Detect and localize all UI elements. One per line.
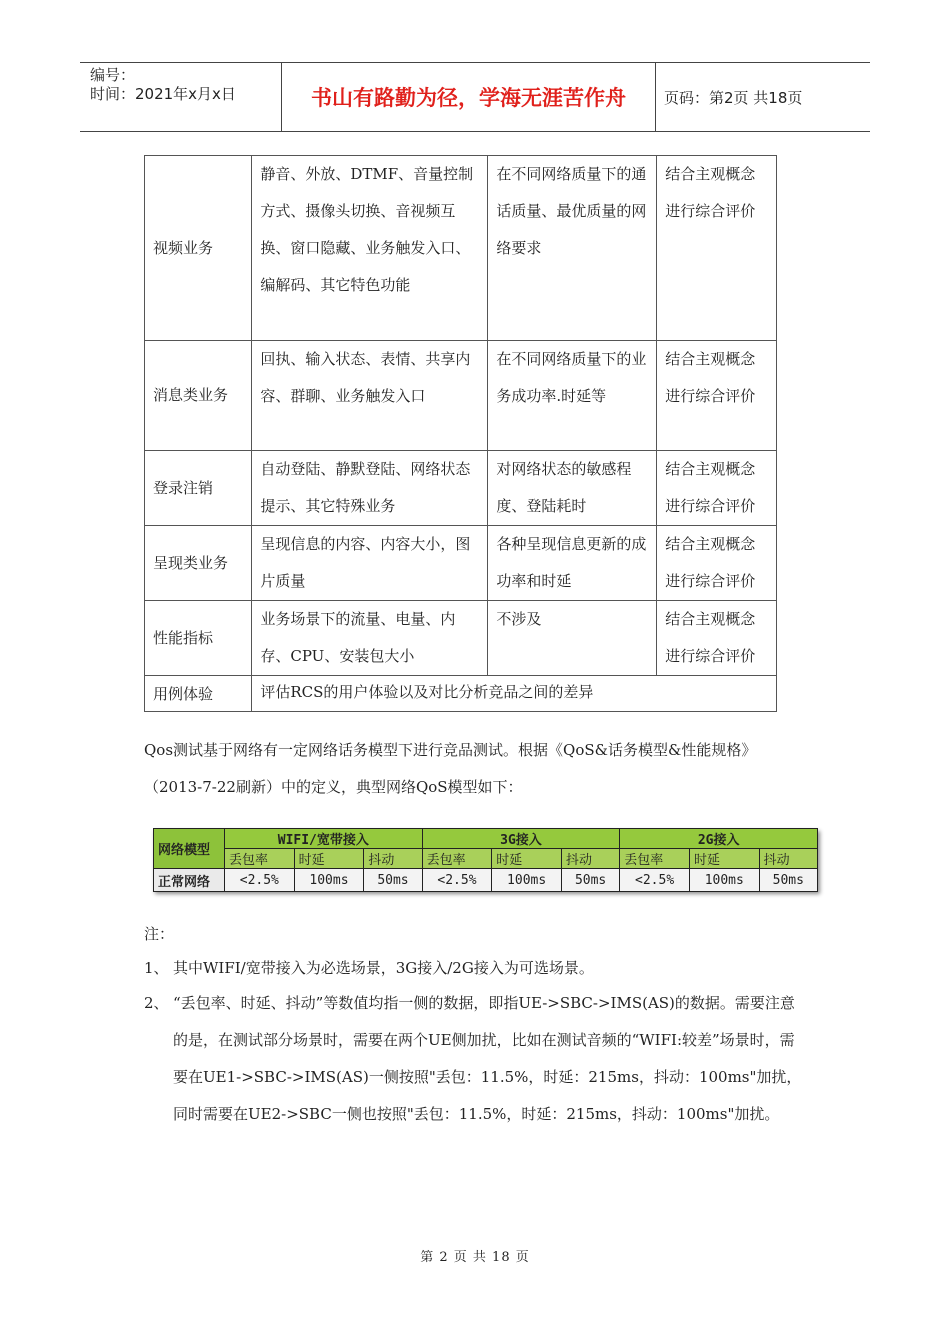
group-header: 3G接入 — [422, 829, 620, 849]
table-row — [145, 676, 777, 712]
page-footer: 第 2 页 共 18 页 — [420, 1250, 530, 1265]
evaluation-cell: 结合主观概念进行综合评价 — [657, 526, 777, 601]
page-header — [80, 62, 870, 132]
value-cell: 50ms — [364, 869, 422, 892]
criteria-cell: 对网络状态的敏感程度、登陆耗时 — [488, 451, 657, 526]
value-cell: 100ms — [689, 869, 759, 892]
category-cell: 性能指标 — [145, 601, 252, 676]
group-header: WIFI/宽带接入 — [225, 829, 423, 849]
items-cell: 静音、外放、DTMF、音量控制方式、摄像头切换、音视频互换、窗口隐藏、业务触发入口、编解码、其它特色功能 — [252, 156, 488, 341]
number-label: 编号： — [90, 66, 136, 84]
value-cell: 50ms — [759, 869, 817, 892]
sub-header: 时延 — [294, 849, 364, 869]
table-row — [145, 451, 777, 526]
category-cell: 用例体验 — [145, 676, 252, 712]
table-row — [145, 156, 777, 341]
items-cell: 呈现信息的内容、内容大小，图片质量 — [252, 526, 488, 601]
sub-header: 时延 — [689, 849, 759, 869]
criteria-cell: 不涉及 — [488, 601, 657, 676]
header-motto: 书山有路勤为径，学海无涯苦作舟 — [281, 63, 656, 131]
value-cell: 100ms — [294, 869, 364, 892]
corner-cell: 网络模型 — [154, 829, 225, 869]
table-row — [145, 601, 777, 676]
time-label: 时间：2021年x月x日 — [90, 85, 236, 103]
table-row — [145, 341, 777, 451]
header-meta — [80, 63, 280, 131]
sub-header: 丢包率 — [225, 849, 295, 869]
note-number: 2、 — [144, 994, 169, 1012]
category-cell: 呈现类业务 — [145, 526, 252, 601]
category-cell: 登录注销 — [145, 451, 252, 526]
sub-header: 抖动 — [759, 849, 817, 869]
evaluation-cell: 结合主观概念进行综合评价 — [657, 341, 777, 451]
sub-header: 抖动 — [561, 849, 619, 869]
value-cell: 50ms — [561, 869, 619, 892]
criteria-cell: 在不同网络质量下的业务成功率.时延等 — [488, 341, 657, 451]
header-page-info: 页码：第2页 共18页 — [664, 88, 803, 107]
items-cell: 自动登陆、静默登陆、网络状态提示、其它特殊业务 — [252, 451, 488, 526]
note-number: 1、 — [144, 959, 169, 977]
value-cell: 100ms — [492, 869, 562, 892]
note-text: “丢包率、时延、抖动”等数值均指一侧的数据，即指UE->SBC->IMS(AS)的数据。需要注意的是，在测试部分场景时，需要在两个UE侧加扰，比如在测试音频的“WIFI:较差”场景时，需要在UE1->SBC->IMS(AS)一侧按照"丢包：11.5%，时延：215ms，抖动：100ms"加扰，同时需要在UE2->SBC一侧也按照"丢包：11.5%，时延：215ms，抖动：100ms"加扰。 — [173, 994, 802, 1123]
table-row — [145, 526, 777, 601]
value-cell: <2.5% — [225, 869, 295, 892]
sub-header: 丢包率 — [422, 849, 492, 869]
sub-header: 时延 — [492, 849, 562, 869]
items-cell: 回执、输入状态、表情、共享内容、群聊、业务触发入口 — [252, 341, 488, 451]
value-cell: <2.5% — [422, 869, 492, 892]
sub-header: 丢包率 — [620, 849, 690, 869]
evaluation-cell: 结合主观概念进行综合评价 — [657, 451, 777, 526]
items-cell: 业务场景下的流量、电量、内存、CPU、安装包大小 — [252, 601, 488, 676]
value-cell: <2.5% — [620, 869, 690, 892]
group-header: 2G接入 — [620, 829, 818, 849]
evaluation-cell: 结合主观概念进行综合评价 — [657, 601, 777, 676]
evaluation-cell: 结合主观概念进行综合评价 — [657, 156, 777, 341]
sub-header: 抖动 — [364, 849, 422, 869]
feature-table — [144, 155, 777, 712]
notes-title: 注： — [144, 925, 175, 943]
category-cell: 消息类业务 — [145, 341, 252, 451]
criteria-cell: 各种呈现信息更新的成功率和时延 — [488, 526, 657, 601]
description-cell: 评估RCS的用户体验以及对比分析竞品之间的差异 — [252, 676, 777, 712]
row-label: 正常网络 — [154, 869, 225, 892]
qos-model-table — [153, 828, 818, 891]
intro-paragraph: Qos测试基于网络有一定网络话务模型下进行竞品测试。根据《QoS&话务模型&性能规格》（2013-7-22刷新）中的定义，典型网络QoS模型如下： — [144, 741, 757, 796]
category-cell: 视频业务 — [145, 156, 252, 341]
note-text: 其中WIFI/宽带接入为必选场景，3G接入/2G接入为可选场景。 — [173, 959, 594, 977]
criteria-cell: 在不同网络质量下的通话质量、最优质量的网络要求 — [488, 156, 657, 341]
